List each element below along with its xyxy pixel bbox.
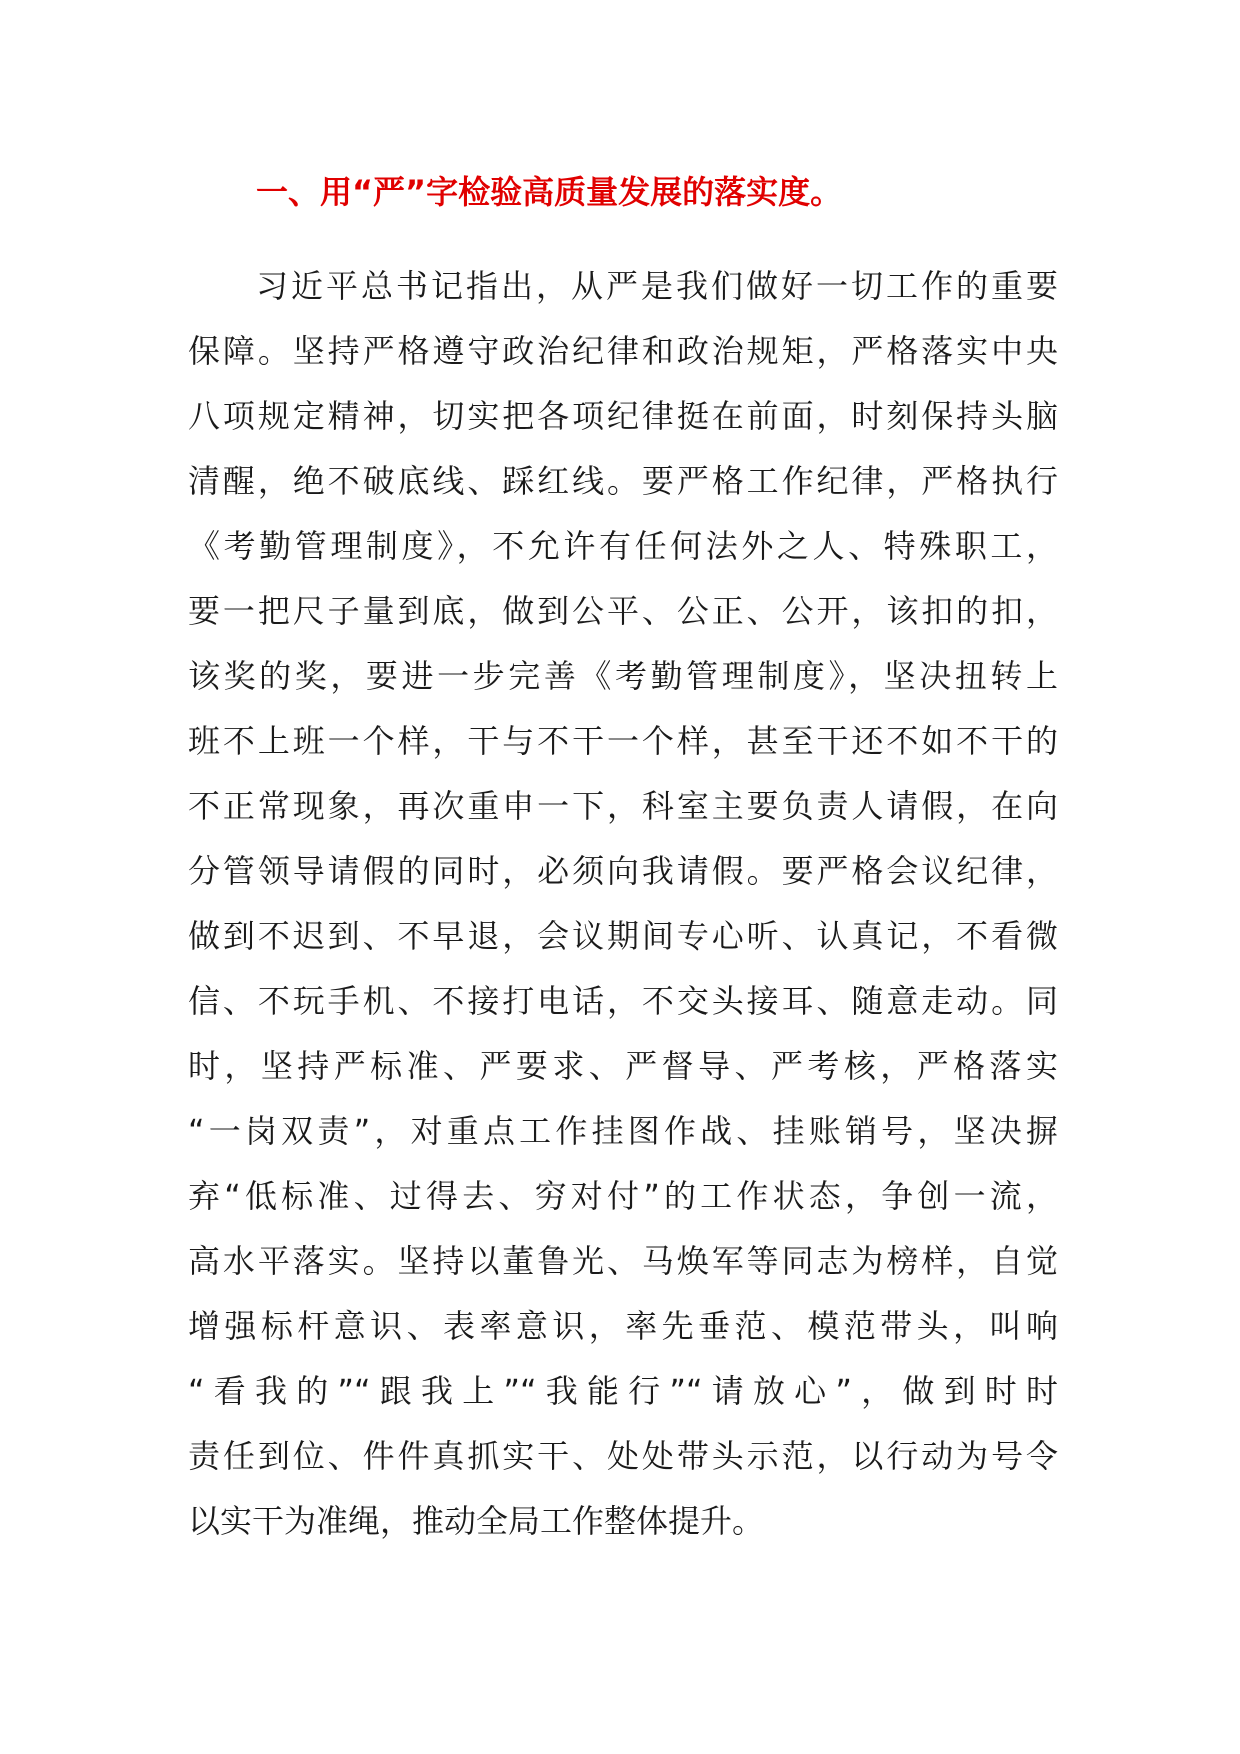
paragraph-line: 以实干为准绳，推动全局工作整体提升。 <box>188 1502 765 1540</box>
body-paragraph <box>188 254 1058 1554</box>
paragraph-line: 保障。坚持严格遵守政治纪律和政治规矩，严格落实中央 <box>188 332 1058 370</box>
paragraph-line: “看我的”“跟我上”“我能行”“请放心”，做到时时 <box>188 1372 1058 1410</box>
paragraph-line: 增强标杆意识、表率意识，率先垂范、模范带头，叫响 <box>188 1307 1058 1345</box>
paragraph-line: 清醒，绝不破底线、踩红线。要严格工作纪律，严格执行 <box>188 462 1058 500</box>
paragraph-line: 弃“低标准、过得去、穷对付”的工作状态，争创一流， <box>188 1177 1058 1215</box>
paragraph-line: “一岗双责”，对重点工作挂图作战、挂账销号，坚决摒 <box>188 1112 1058 1150</box>
paragraph-line: 分管领导请假的同时，必须向我请假。要严格会议纪律， <box>188 852 1058 890</box>
paragraph-line: 高水平落实。坚持以董鲁光、马焕军等同志为榜样，自觉 <box>188 1242 1058 1280</box>
paragraph-line: 该奖的奖，要进一步完善《考勤管理制度》，坚决扭转上 <box>188 657 1058 695</box>
paragraph-line: 要一把尺子量到底，做到公平、公正、公开，该扣的扣， <box>188 592 1058 630</box>
paragraph-line: 责任到位、件件真抓实干、处处带头示范，以行动为号令 <box>188 1437 1058 1475</box>
section-heading: 一、用“严”字检验高质量发展的落实度。 <box>256 173 843 211</box>
paragraph-line: 《考勤管理制度》，不允许有任何法外之人、特殊职工， <box>188 527 1058 565</box>
paragraph-line: 不正常现象，再次重申一下，科室主要负责人请假，在向 <box>188 787 1058 825</box>
paragraph-line: 班不上班一个样，干与不干一个样，甚至干还不如不干的 <box>188 722 1058 760</box>
paragraph-line: 习近平总书记指出，从严是我们做好一切工作的重要 <box>256 267 1058 305</box>
paragraph-line: 做到不迟到、不早退，会议期间专心听、认真记，不看微 <box>188 917 1058 955</box>
paragraph-line: 八项规定精神，切实把各项纪律挺在前面，时刻保持头脑 <box>188 397 1058 435</box>
paragraph-line: 信、不玩手机、不接打电话，不交头接耳、随意走动。同 <box>188 982 1058 1020</box>
paragraph-line: 时，坚持严标准、严要求、严督导、严考核，严格落实 <box>188 1047 1058 1085</box>
